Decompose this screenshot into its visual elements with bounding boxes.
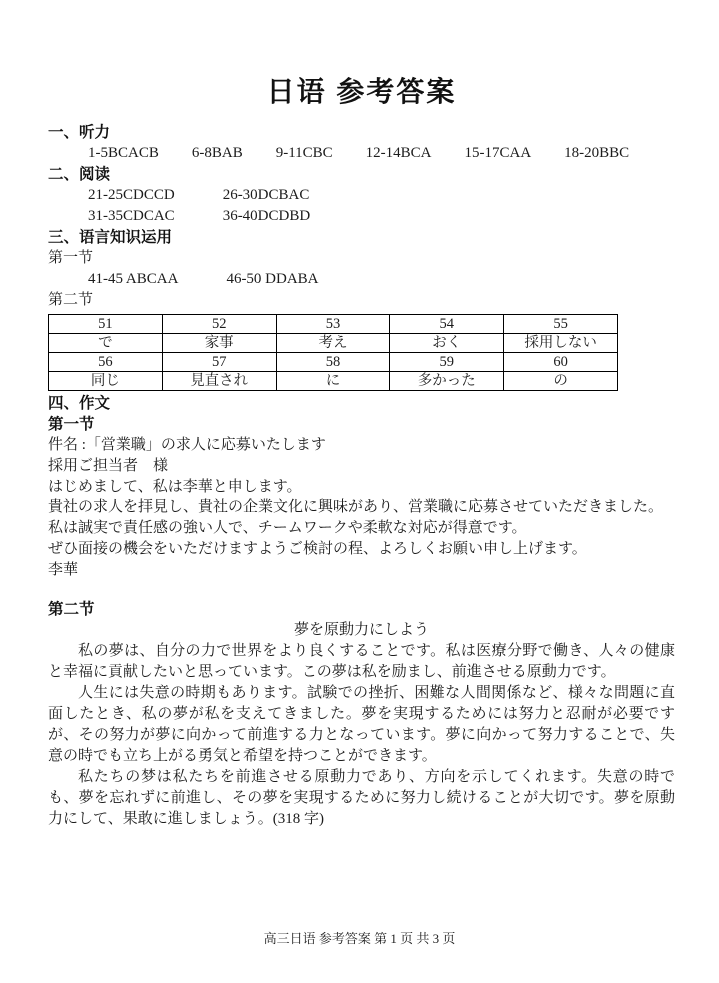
table-cell: 見直され <box>162 372 276 391</box>
essay2-paragraph: 私たちの梦は私たちを前進させる原動力であり、方向を示してくれます。失意の時でも、夢を忘れずに前進し、その夢を実現するために努力し続けることが大切です。夢を原動力にして、果敢に進しましょう。(318 字) <box>48 768 675 827</box>
reading-answers-row <box>88 206 675 227</box>
essay1-line: はじめまして、私は李華と申します。 <box>48 478 302 495</box>
essay1-line: ぜひ面接の機会をいただけますようご検討の程、よろしくお願い申し上げます。 <box>48 540 587 557</box>
essay2-paragraph: 私の夢は、自分の力で世界をより良くすることです。私は医療分野で働き、人々の健康と幸福に貢献したいと思っています。この夢は私を励まし、前進させる原動力です。 <box>48 642 675 680</box>
answer-group: 21-25CDCCD <box>88 187 175 203</box>
answer-group: 26-30DCBAC <box>222 187 310 203</box>
answer-group: 12-14BCA <box>365 145 432 161</box>
listening-answers-row <box>88 143 675 164</box>
writing-part2-label: 第二节 <box>48 600 95 618</box>
table-cell: で <box>49 334 163 353</box>
table-cell: 54 <box>390 315 504 334</box>
table-cell: 51 <box>49 315 163 334</box>
table-cell: 同じ <box>49 372 163 391</box>
answer-group: 15-17CAA <box>464 145 532 161</box>
table-cell: 59 <box>390 353 504 372</box>
essay1-line: 私は誠実で責任感の強い人で、チームワークや柔軟な対応が得意です。 <box>48 520 527 537</box>
writing-part1-label: 第一节 <box>48 416 95 433</box>
table-cell: 57 <box>162 353 276 372</box>
answer-group: 31-35CDCAC <box>88 208 175 224</box>
language-part1-label: 第一节 <box>48 250 94 266</box>
table-cell: 53 <box>276 315 390 334</box>
answer-group: 1-5BCACB <box>88 145 159 161</box>
essay2-paragraph: 人生には失意の時期もあります。試験での挫折、困難な人間関係など、様々な問題に直面したとき、私の夢が私を支えてきました。夢を実現するためには努力と忍耐が必要ですが、その努力が夢に向かって前進する力となっています。夢に向かって努力することで、失意の時でも立ち上がる勇気と希望を持つことができます。 <box>48 684 675 764</box>
page-title: 日语 参考答案 <box>266 76 457 107</box>
table-cell: の <box>504 372 618 391</box>
table-cell: おく <box>390 334 504 353</box>
table-cell: 60 <box>504 353 618 372</box>
answer-group: 46-50 DDABA <box>226 271 319 287</box>
essay1-line: 李華 <box>48 561 79 578</box>
table-cell: 多かった <box>390 372 504 391</box>
answer-group: 6-8BAB <box>191 145 243 161</box>
section-heading-listening: 一、听力 <box>48 124 111 141</box>
section-heading-language: 三、语言知识运用 <box>48 229 173 246</box>
essay1-line: 採用ご担当者 様 <box>48 457 169 474</box>
essay1-line: 件名 :「営業職」の求人に応募いたします <box>48 437 326 453</box>
table-cell: 家事 <box>162 334 276 353</box>
language-part1-answers-row <box>88 269 675 290</box>
section-heading-reading: 二、阅读 <box>48 166 111 183</box>
table-row <box>49 353 618 372</box>
answer-group: 36-40DCDBD <box>222 208 311 224</box>
reading-answers-row <box>88 185 675 206</box>
table-row <box>49 372 618 391</box>
answer-group: 9-11CBC <box>275 145 333 161</box>
table-cell: 52 <box>162 315 276 334</box>
table-cell: 58 <box>276 353 390 372</box>
table-row <box>49 334 618 353</box>
page-footer: 高三日语 参考答案 第 1 页 共 3 页 <box>263 931 456 946</box>
table-cell: 採用しない <box>504 334 618 353</box>
table-cell: 考え <box>276 334 390 353</box>
answer-table <box>48 314 618 391</box>
table-cell: 55 <box>504 315 618 334</box>
essay2-title: 夢を原動力にしよう <box>293 621 429 638</box>
answer-group: 41-45 ABCAA <box>88 271 179 287</box>
table-row <box>49 315 618 334</box>
section-heading-writing: 四、作文 <box>48 395 111 412</box>
essay1-line: 貴社の求人を拝見し、貴社の企業文化に興味があり、営業職に応募させていただきました。 <box>48 499 664 516</box>
table-cell: 56 <box>49 353 163 372</box>
table-cell: に <box>276 372 390 391</box>
language-part2-label: 第二节 <box>48 292 94 308</box>
answer-group: 18-20BBC <box>564 145 630 161</box>
